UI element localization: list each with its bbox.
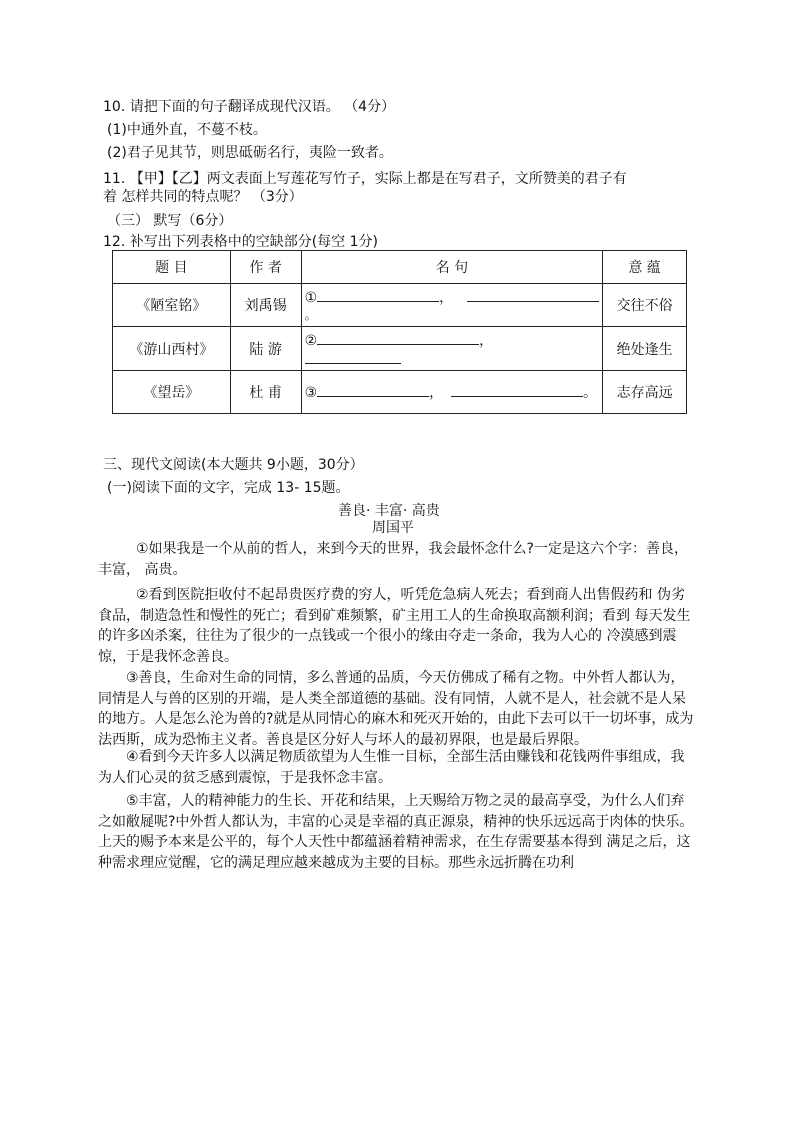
- table-header-row: [113, 251, 687, 284]
- fill-in-table: [112, 250, 687, 414]
- header-meaning: 意 蕴: [603, 251, 687, 284]
- header-quote: 名 句: [301, 251, 603, 284]
- table-row: [113, 284, 687, 327]
- cell-quote: [301, 327, 603, 371]
- paragraph-2: ②看到医院拒收付不起昂贵医疗费的穷人，听凭危急病人死去；看到商人出售假药和 伪劣食品，制造急性和慢性的死亡；看到矿难频繁，矿主用工人的生命换取高额利润；看到 每天发生的许多凶杀案，往往为了很少的一点钱或一个很小的缘由夺走一条命，我为人心的 冷漠感到震惊，于是我怀念善良。: [98, 587, 691, 665]
- cell-meaning: 绝处逢生: [603, 327, 687, 371]
- cell-quote: [301, 284, 603, 327]
- answer-blank[interactable]: [305, 350, 401, 364]
- question-12-stem: 12. 补写出下列表格中的空缺部分(每空 1分): [103, 234, 378, 250]
- cell-author: 陆 游: [230, 327, 301, 371]
- blank-separator: ，: [479, 332, 494, 349]
- article-author: 周国平: [372, 520, 414, 536]
- header-author: 作 者: [230, 251, 301, 284]
- section-modern-heading: 三、现代文阅读(本大题共 9小题，30分）: [103, 457, 364, 473]
- question-10-item-2: (2)君子见其节，则思砥砺名行，夷险一致者。: [107, 145, 393, 161]
- paragraph-5: ⑤丰富，人的精神能力的生长、开花和结果，上天赐给万物之灵的最高享受，为什么人们弃之如敝屣呢?中外哲人都认为，丰富的心灵是幸福的真正源泉，精神的快乐远远高于肉体的快乐。上天的赐予本来是公平的，每个人天性中都蕴涵着精神需求，在生存需要基本得到 满足之后，这种需求理应觉醒，它的满足理应越来越成为主要的目标。那些永远折腾在功利: [98, 793, 694, 871]
- question-11-line-1: 11. 【甲】【乙】两文表面上写莲花写竹子，实际上都是在写君子，文所赞美的君子有: [103, 171, 627, 187]
- cell-meaning: 交往不俗: [603, 284, 687, 327]
- blank-number: ②: [304, 332, 318, 349]
- cell-title: 《望岳》: [113, 371, 231, 414]
- answer-blank[interactable]: [317, 383, 429, 397]
- question-11-line-2: 着 怎样共同的特点呢？ （3分）: [103, 189, 303, 205]
- question-10-stem: 10. 请把下面的句子翻译成现代汉语。 （4分）: [103, 99, 396, 115]
- blank-separator: ，: [439, 290, 454, 306]
- cell-author: 杜 甫: [230, 371, 301, 414]
- table-row: [113, 371, 687, 414]
- cell-title: 《游山西村》: [113, 327, 231, 371]
- section-3-heading: （三） 默写（6分）: [107, 213, 233, 229]
- blank-number: ①: [304, 290, 318, 306]
- header-title: 题 目: [113, 251, 231, 284]
- blank-end: 。: [304, 308, 317, 322]
- table-row: [113, 327, 687, 371]
- answer-blank[interactable]: [451, 383, 583, 397]
- cell-author: 刘禹锡: [230, 284, 301, 327]
- paragraph-3: ③善良，生命对生命的同情，多么普通的品质，今天仿佛成了稀有之物。中外哲人都认为，同情是人与兽的区别的开端，是人类全部道德的基础。没有同情，人就不是人，社会就不是人呆的地方。人是怎么沦为兽的?就是从同情心的麻木和死灭开始的，由此下去可以干一切坏事，成为法西斯，成为恐怖主义者。善良是区分好人与坏人的最初界限，也是最后界限。: [98, 670, 694, 748]
- article-title: 善良· 丰富· 高贵: [338, 503, 440, 519]
- blank-number: ③: [304, 385, 318, 401]
- answer-blank[interactable]: [467, 288, 599, 302]
- cell-meaning: 志存高远: [603, 371, 687, 414]
- cell-title: 《陋室铭》: [113, 284, 231, 327]
- section-modern-subheading: (一)阅读下面的文字，完成 13- 15题。: [107, 480, 350, 496]
- question-10-item-1: (1)中通外直，不蔓不枝。: [107, 122, 267, 138]
- blank-separator: ，: [429, 385, 444, 401]
- blank-end: 。: [583, 385, 598, 401]
- answer-blank[interactable]: [317, 288, 439, 302]
- cell-quote: [301, 371, 603, 414]
- paragraph-1: ①如果我是一个从前的哲人，来到今天的世界，我会最怀念什么?一定是这六个字：善良，丰富， 高贵。: [98, 541, 688, 578]
- answer-blank[interactable]: [317, 331, 479, 345]
- paragraph-4: ④看到今天许多人以满足物质欲望为人生惟一目标，全部生活由赚钱和花钱两件事组成，我为人们心灵的贫乏感到震惊，于是我怀念丰富。: [98, 749, 685, 786]
